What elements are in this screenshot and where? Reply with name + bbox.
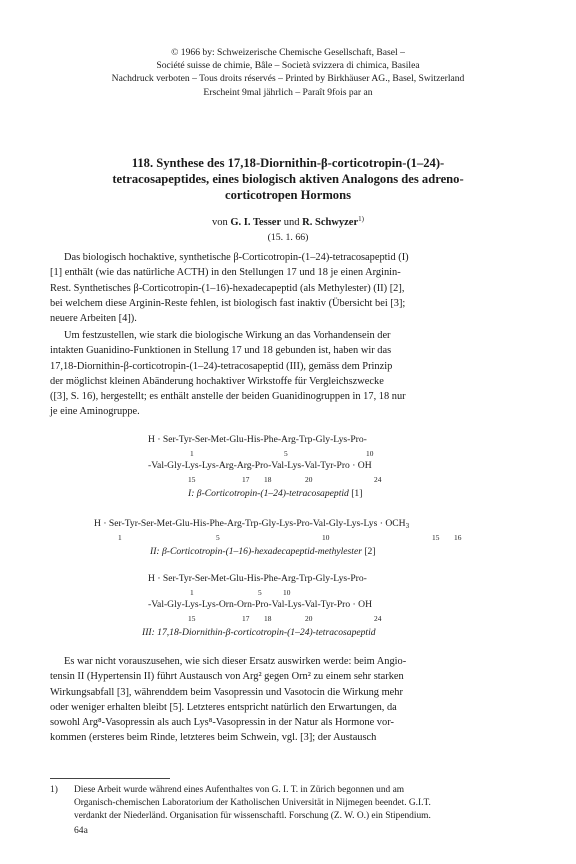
text-line: bei welchem diese Arginin-Reste fehlen, ist biologisch fast inaktiv (Übersicht bei [3]; <box>50 297 406 309</box>
text-line: sowohl Arg⁸-Vasopressin als auch Lys⁸-Vasopressin in der Natur als Hormone vor- <box>50 717 394 729</box>
authors-conjunction: und <box>281 217 303 228</box>
residue-number: 1 <box>118 533 122 542</box>
residue-number: 18 <box>264 475 272 484</box>
formula-2-sequence <box>94 518 409 530</box>
residue-number: 24 <box>374 614 382 623</box>
residue-number: 20 <box>305 614 313 623</box>
text-line: [1] enthält (wie das natürliche ACTH) in den Stellungen 17 und 18 je einen Arginin- <box>50 267 401 279</box>
text-line: Es war nicht vorauszusehen, wie sich dieser Ersatz auswirken werde: beim Angio- <box>64 656 407 667</box>
caption-text: II: β-Corticotropin-(1–16)-hexadecapeptid-methylester <box>150 546 362 557</box>
imprint-line-3: Nachdruck verboten – Tous droits réservés – Printed by Birkhäuser AG., Basel, Switzerland <box>111 73 465 85</box>
text-line: je eine Aminogruppe. <box>50 406 140 418</box>
article-title <box>70 155 506 203</box>
text-line: Um festzustellen, wie stark die biologische Wirkung an das Vorhandensein der <box>64 330 391 341</box>
text-line: der möglichst kleinen Abänderung hochaktiver Wirkstoffe für Vergleichszwecke <box>50 375 384 387</box>
residue-number: 15 <box>188 475 196 484</box>
footnote-mark: 1) <box>50 785 58 795</box>
residue-number: 18 <box>264 614 272 623</box>
imprint-line-4: Erscheint 9mal jährlich – Paraît 9fois par an <box>203 86 373 98</box>
page-number: 64a <box>74 825 88 836</box>
footnote-marker: 1) <box>358 215 364 223</box>
residue-number: 10 <box>283 588 291 597</box>
title-line-2: tetracosapeptides, eines biologisch aktiven Analogons des adreno- <box>112 172 464 186</box>
residue-number: 1 <box>190 449 194 458</box>
title-line-3: corticotropen Hormons <box>224 188 352 202</box>
copyright-imprint <box>40 46 536 99</box>
residue-number: 16 <box>454 533 462 542</box>
imprint-line-1: © 1966 by: Schweizerische Chemische Gesellschaft, Basel – <box>171 47 405 58</box>
text-line: Rest. Synthetisches β-Corticotropin-(1–16)-hexadecapeptid (als Methylester) (II) [2], <box>50 282 405 294</box>
residue-number: 10 <box>322 533 330 542</box>
residue-number: 17 <box>242 614 250 623</box>
text-line: Das biologisch hochaktive, synthetische β-Corticotropin-(1–24)-tetracosapeptid (I) <box>64 252 409 263</box>
title-line-1: 118. Synthese des 17,18-Diornithin-β-corticotropin-(1–24)- <box>131 156 445 170</box>
residue-number: 5 <box>216 533 220 542</box>
residue-number: 10 <box>366 449 374 458</box>
text-line: intakten Guanidino-Funktionen in Stellung 17 und 18 gebunden ist, haben wir das <box>50 345 392 357</box>
text-line: neuere Arbeiten [4]). <box>50 313 137 325</box>
authors-prefix: von <box>212 217 231 228</box>
formula-3-caption: III: 17,18-Diornithin-β-corticotropin-(1–24)-tetracosapeptid <box>142 627 376 638</box>
text-line: oder weniger erhalten bleibt [5]. Letzteres entspricht natürlich den Erwartungen, da <box>50 701 397 713</box>
text-line: ([3], S. 16), hergestellt; es enthält anstelle der beiden Guanidinogruppen in 17, 18 nur <box>50 391 406 403</box>
footnote-line: verdankt der Niederländ. Organisation für wissenschaftl. Forschung (Z. W. O.) ein Stipendium. <box>74 811 431 821</box>
residue-number: 15 <box>188 614 196 623</box>
residue-number: 15 <box>432 533 440 542</box>
footnote-divider <box>50 778 170 779</box>
caption-text: I: β-Corticotropin-(1–24)-tetracosapeptid <box>188 488 349 499</box>
paragraph-3 <box>50 654 528 746</box>
paragraph-2 <box>50 328 528 420</box>
footnote-line: Diese Arbeit wurde während eines Aufenthaltes von G. I. T. in Zürich begonnen und am <box>74 785 405 795</box>
residue-number: 17 <box>242 475 250 484</box>
formula-3-sequence-line-2: -Val-Gly-Lys-Lys-Orn-Orn-Pro-Val-Lys-Val-Tyr-Pro · OH <box>148 599 373 610</box>
formula-1-caption <box>188 488 362 499</box>
subscript: 3 <box>405 522 410 530</box>
formula-2-caption <box>150 546 376 557</box>
imprint-line-2: Société suisse de chimie, Bâle – Società svizzera di chimica, Basilea <box>156 60 420 72</box>
paragraph-1 <box>50 250 528 326</box>
author-line <box>60 212 516 230</box>
formula-3-sequence-line-1: H · Ser-Tyr-Ser-Met-Glu-His-Phe-Arg-Trp-Gly-Lys-Pro- <box>148 573 367 584</box>
residue-number: 24 <box>374 475 382 484</box>
residue-number: 5 <box>284 449 288 458</box>
author-name: R. Schwyzer <box>302 217 359 228</box>
sequence-text: H · Ser-Tyr-Ser-Met-Glu-His-Phe-Arg-Trp-Gly-Lys-Pro-Val-Gly-Lys-Lys · OCH <box>94 518 406 529</box>
text-line: Wirkungsabfall [3], währenddem beim Vasopressin und Vasotocin die Wirkung mehr <box>50 686 403 698</box>
citation: [2] <box>364 546 376 557</box>
formula-1-sequence-line-1: H · Ser-Tyr-Ser-Met-Glu-His-Phe-Arg-Trp-Gly-Lys-Pro- <box>148 434 367 445</box>
citation: [1] <box>351 488 363 499</box>
author-name: G. I. Tesser <box>230 217 282 228</box>
residue-number: 20 <box>305 475 313 484</box>
footnote <box>50 784 528 823</box>
residue-number: 1 <box>190 588 194 597</box>
received-date: (15. 1. 66) <box>267 232 309 243</box>
text-line: kommen (ersteres beim Rinde, letzteres beim Schwein, vgl. [3]; der Austausch <box>50 732 377 744</box>
footnote-line: Organisch-chemischen Laboratorium der Katholischen Universität in Nijmegen beendet. G.I.T. <box>74 798 431 808</box>
residue-number: 5 <box>258 588 262 597</box>
text-line: 17,18-Diornithin-β-corticotropin-(1–24)-tetracosapeptid (III), gemäss dem Prinzip <box>50 360 393 372</box>
text-line: tensin II (Hypertensin II) führt Austausch von Arg² gegen Orn² zu einem sehr starken <box>50 671 404 683</box>
formula-1-sequence-line-2: -Val-Gly-Lys-Lys-Arg-Arg-Pro-Val-Lys-Val-Tyr-Pro · OH <box>148 460 372 471</box>
